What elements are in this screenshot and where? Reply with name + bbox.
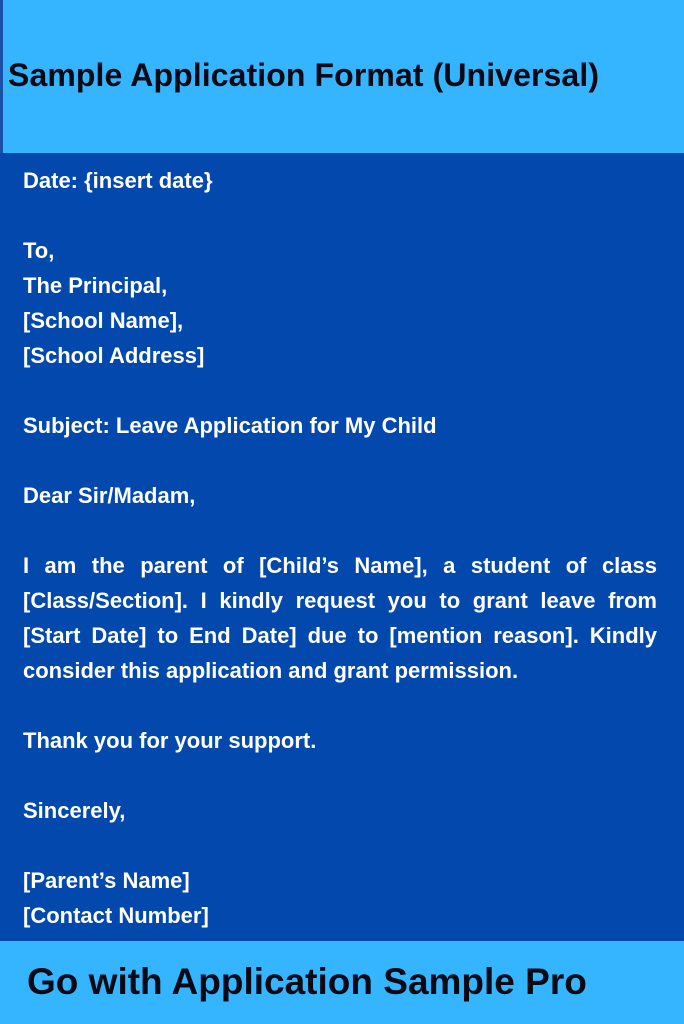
spacer bbox=[23, 373, 657, 408]
spacer bbox=[23, 688, 657, 723]
footer-banner bbox=[0, 941, 684, 1024]
letter-contact-number: [Contact Number] bbox=[23, 903, 209, 928]
letter-body bbox=[0, 153, 684, 941]
spacer bbox=[23, 828, 657, 863]
header-banner bbox=[0, 0, 684, 153]
page-title: Sample Application Format (Universal) bbox=[8, 57, 600, 93]
letter-date: Date: {insert date} bbox=[23, 168, 213, 193]
letter-recipient: The Principal, bbox=[23, 273, 168, 298]
spacer bbox=[23, 758, 657, 793]
letter-parent-name: [Parent’s Name] bbox=[23, 868, 190, 893]
footer-text: Go with Application Sample Pro bbox=[27, 961, 587, 1002]
spacer bbox=[23, 513, 657, 548]
letter-paragraph: I am the parent of [Child’s Name], a student of class [Class/Section]. I kindly request you to grant leave from [Start Date] to End Date] due to [mention reason]. Kindly consider this application and grant permission. bbox=[23, 553, 657, 683]
letter-school-name: [School Name], bbox=[23, 308, 184, 333]
spacer bbox=[23, 198, 657, 233]
spacer bbox=[23, 443, 657, 478]
letter-subject: Subject: Leave Application for My Child bbox=[23, 413, 437, 438]
letter-to: To, bbox=[23, 238, 55, 263]
letter-salutation: Dear Sir/Madam, bbox=[23, 483, 196, 508]
letter-school-address: [School Address] bbox=[23, 343, 205, 368]
letter-closing: Sincerely, bbox=[23, 798, 126, 823]
letter-thanks: Thank you for your support. bbox=[23, 728, 317, 753]
